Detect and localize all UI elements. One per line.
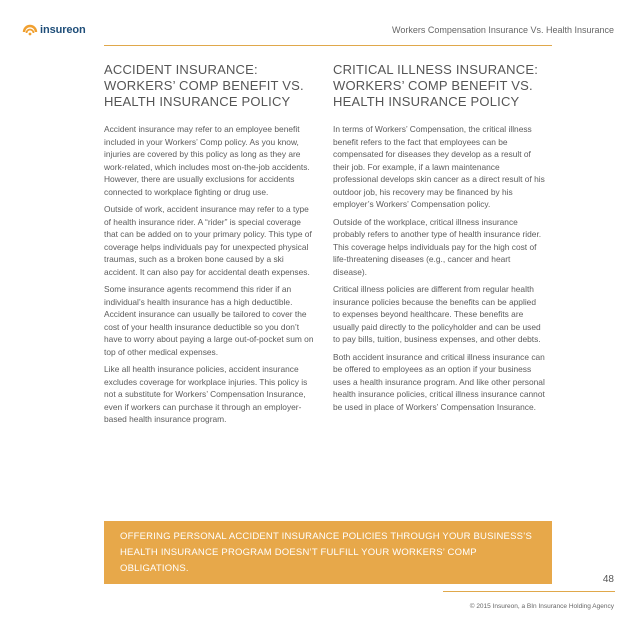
accident-insurance-heading: ACCIDENT INSURANCE: WORKERS’ COMP BENEFIT VS. HEALTH INSURANCE POLICY xyxy=(104,62,304,109)
document-title: Workers Compensation Insurance Vs. Health Insurance xyxy=(392,25,614,35)
left-paragraph-2: Outside of work, accident insurance may refer to a type of health insurance rider. A “rider” is special coverage that can be added on to your primary policy. This type of coverage helps individuals pay for unexpected physical traumas, such as a broken bone caused by a ski accident. It can also pay for accidental death expenses. xyxy=(104,204,312,277)
right-paragraph-1: In terms of Workers’ Compensation, the critical illness benefit refers to the fact that employees can be compensated for diseases they develop as a result of their job. For example, if a lawn maintenance professional develops skin cancer as a direct result of his outdoor job, his recovery may be financed by his employer’s Workers’ Compensation policy. xyxy=(333,124,545,209)
copyright-text: © 2015 Insureon, a BIn Insurance Holding Agency xyxy=(469,603,614,610)
insureon-logo-icon xyxy=(22,22,38,38)
callout-text: OFFERING PERSONAL ACCIDENT INSURANCE POLICIES THROUGH YOUR BUSINESS’S HEALTH INSURANCE PROGRAM DOESN’T FULFILL YOUR WORKERS’ COMP OBLIGATIONS. xyxy=(120,531,532,574)
logo-text: insureon xyxy=(40,24,86,36)
right-paragraph-3: Critical illness policies are different from regular health insurance policies because the benefits can be applied to expenses beyond healthcare. These benefits are usually paid directly to the policyholder and can be used to pay bills, tuition, business expenses, and other debts. xyxy=(333,284,541,344)
left-paragraph-3: Some insurance agents recommend this rider if an individual’s health insurance has a high deductible. Accident insurance can usually be tailored to cover the cost of your health insurance deductible so you don’t have to worry about paying a large out-of-pocket sum on top of other medical expenses. xyxy=(104,284,314,357)
right-paragraph-2: Outside of the workplace, critical illness insurance probably refers to another type of health insurance rider. This coverage helps individuals pay for the high cost of life-threatening diseases (e.g., cancer and heart disease). xyxy=(333,216,542,277)
page-number: 48 xyxy=(602,574,614,585)
right-paragraph-4: Both accident insurance and critical illness insurance can be offered to employees as an option if your business uses a health insurance program. And like other personal health insurance policies, critical illness insurance cannot be used in place of Workers’ Compensation Insurance. xyxy=(333,351,545,412)
left-paragraph-4: Like all health insurance policies, accident insurance excludes coverage for workplace injuries. This policy is not a substitute for Workers’ Compensation Insurance, even if workers can purchase it through an employer-based health insurance program. xyxy=(104,364,308,424)
insureon-logo xyxy=(22,22,86,38)
callout-box xyxy=(104,521,552,584)
footer-divider xyxy=(443,591,615,592)
critical-illness-heading: CRITICAL ILLNESS INSURANCE: WORKERS’ COMP BENEFIT VS. HEALTH INSURANCE POLICY xyxy=(333,62,539,109)
right-column xyxy=(333,62,545,418)
left-column xyxy=(104,62,314,431)
header-divider xyxy=(104,45,552,46)
left-paragraph-1: Accident insurance may refer to an employee benefit included in your Workers’ Comp policy. As you know, injuries are covered by this policy as long as they are work-related, which includes most on-the-job accidents. However, there are usually exclusions for accidents connected to workplace fighting or drug use. xyxy=(104,124,310,197)
